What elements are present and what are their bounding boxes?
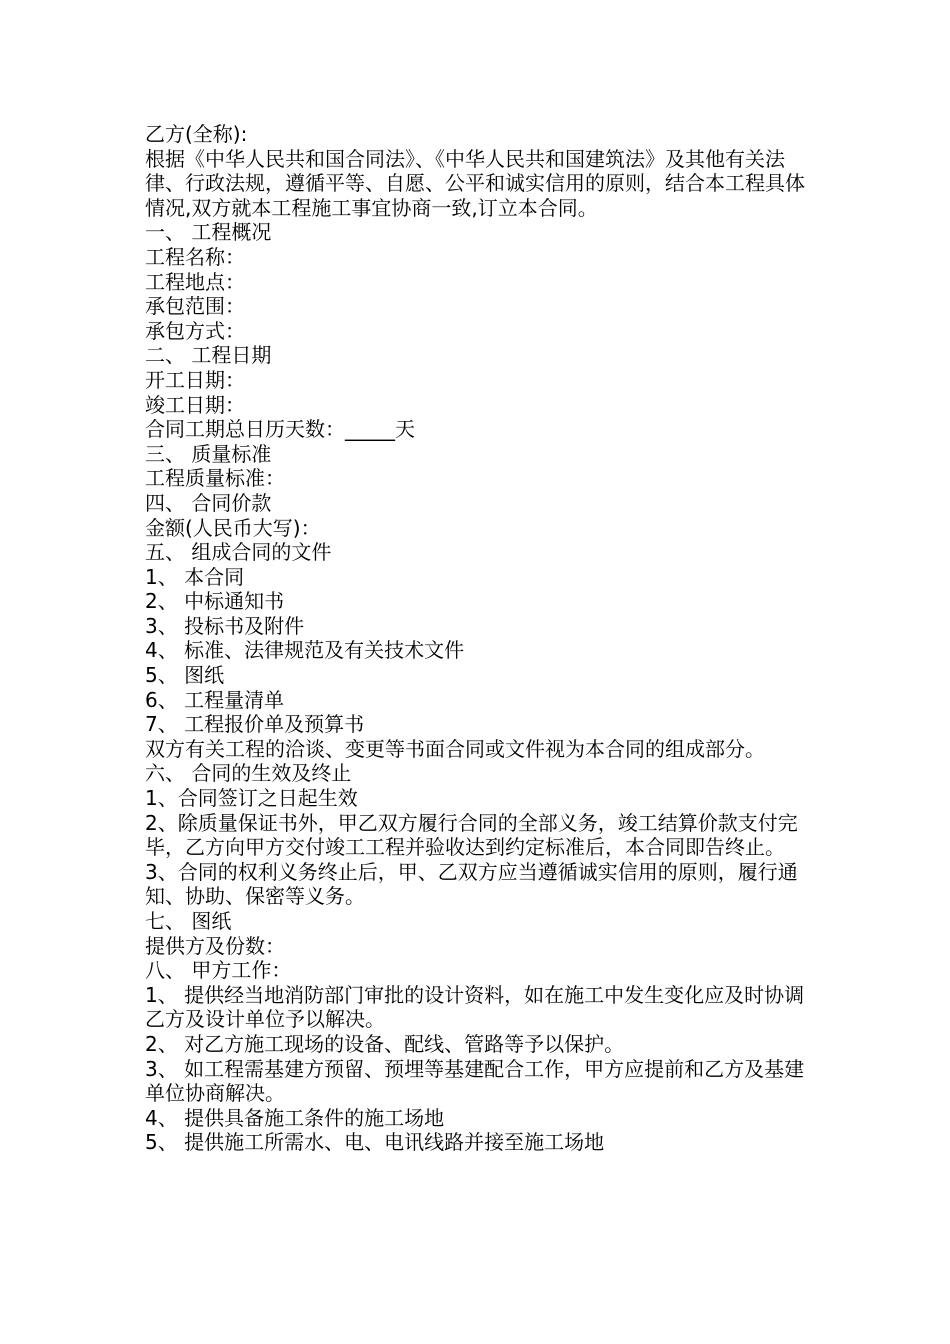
project-location-line: 工程地点： — [145, 269, 245, 294]
section-heading-1: 一、 工程概况 — [145, 220, 272, 245]
list-item: 1、 提供经当地消防部门审批的设计资料，如在施工中发生变化应及时协调乙方及设计单位予以解决。 — [145, 982, 805, 1032]
section-heading-5: 五、 组成合同的文件 — [145, 540, 332, 565]
party-b-line: 乙方(全称): — [145, 122, 248, 146]
list-item: 5、 提供施工所需水、电、电讯线路并接至施工场地 — [145, 1130, 605, 1155]
amount-line: 金额(人民币大写)： — [145, 515, 321, 540]
section-heading-7: 七、 图纸 — [145, 909, 232, 933]
list-item: 5、 图纸 — [145, 663, 225, 688]
start-date-line: 开工日期： — [145, 367, 245, 392]
list-item: 1、 本合同 — [145, 564, 245, 589]
drawings-provider-line: 提供方及份数： — [145, 933, 285, 958]
list-item: 1、合同签订之日起生效 — [145, 786, 358, 811]
preamble-paragraph: 根据《中华人民共和国合同法》、《中华人民共和国建筑法》及其他有关法律、行政法规，遵循平等、自愿、公平和诚实信用的原则，结合本工程具体情况,双方就本工程施工事宜协商一致,订立本合同。 — [145, 146, 805, 220]
list-item: 4、 提供具备施工条件的施工场地 — [145, 1105, 445, 1130]
section-heading-4: 四、 合同价款 — [145, 490, 272, 515]
list-item: 2、 对乙方施工现场的设备、配线、管路等予以保护。 — [145, 1031, 625, 1056]
list-item: 2、 中标通知书 — [145, 589, 285, 614]
section-heading-6: 六、 合同的生效及终止 — [145, 761, 352, 786]
total-days-line: 合同工期总日历天数：_____天 — [145, 417, 415, 442]
quality-standard-line: 工程质量标准： — [145, 466, 285, 491]
project-name-line: 工程名称： — [145, 244, 245, 269]
contract-components-paragraph: 双方有关工程的洽谈、变更等书面合同或文件视为本合同的组成部分。 — [145, 736, 765, 761]
list-item: 3、 投标书及附件 — [145, 613, 305, 638]
list-item: 7、 工程报价单及预算书 — [145, 712, 365, 737]
list-item: 3、 如工程需基建方预留、预埋等基建配合工作，甲方应提前和乙方及基建单位协商解决。 — [145, 1056, 805, 1106]
contract-scope-line: 承包范围： — [145, 294, 245, 319]
section-heading-2: 二、 工程日期 — [145, 343, 272, 368]
list-item: 6、 工程量清单 — [145, 687, 285, 712]
section-heading-8: 八、 甲方工作： — [145, 958, 292, 983]
section-heading-3: 三、 质量标准 — [145, 441, 272, 466]
list-item: 4、 标准、法律规范及有关技术文件 — [145, 638, 465, 663]
completion-date-line: 竣工日期： — [145, 392, 245, 417]
contract-body — [145, 122, 820, 1155]
list-item: 3、合同的权利义务终止后，甲、乙双方应当遵循诚实信用的原则，履行通知、协助、保密等义务。 — [145, 859, 798, 909]
contract-method-line: 承包方式： — [145, 318, 245, 343]
list-item: 2、除质量保证书外，甲乙双方履行合同的全部义务，竣工结算价款支付完毕，乙方向甲方交付竣工工程并验收达到约定标准后，本合同即告终止。 — [145, 810, 798, 860]
